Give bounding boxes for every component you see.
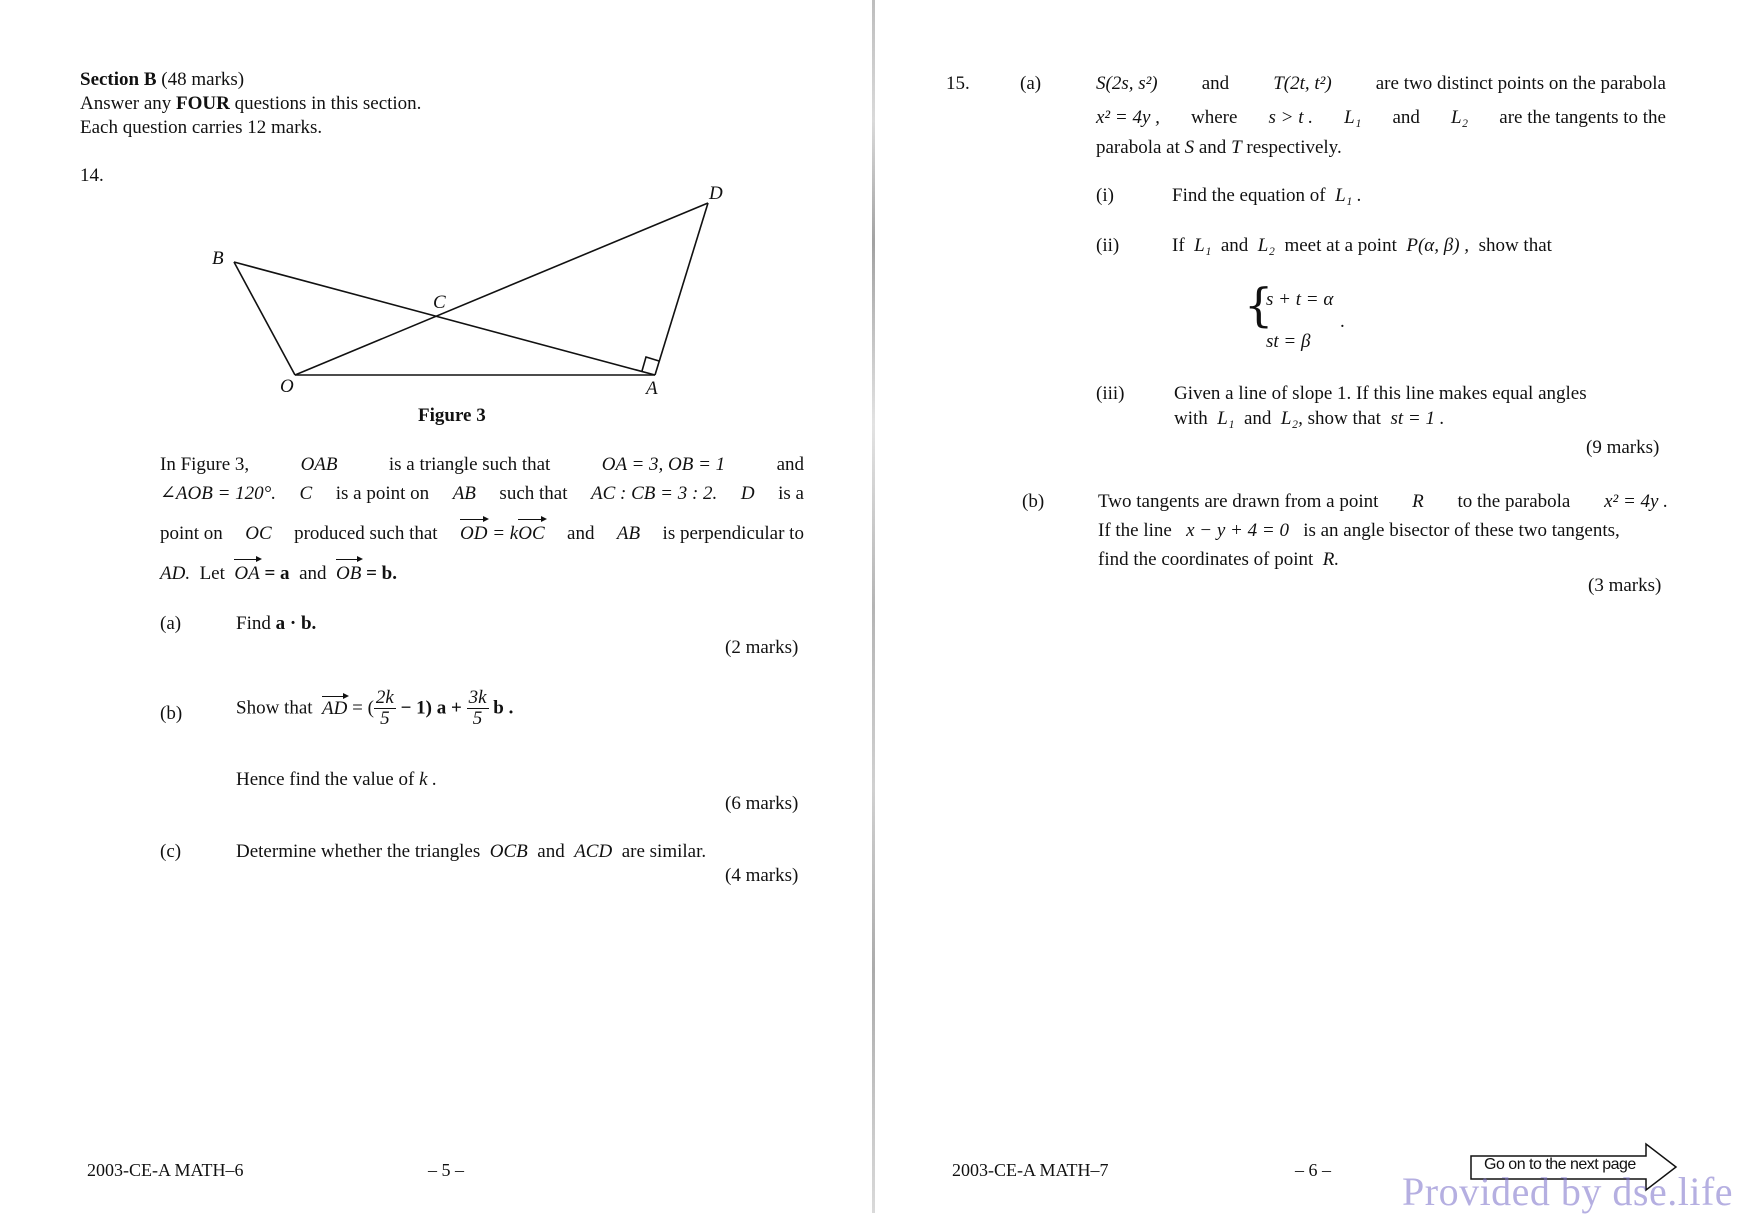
- section-instruction: Answer any FOUR questions in this section.: [80, 93, 422, 114]
- point-label-c: C: [433, 292, 446, 313]
- system-eq-1: s + t = α: [1266, 289, 1334, 310]
- q15b-line-3: find the coordinates of point R.: [1098, 549, 1340, 570]
- point-label-d: D: [709, 183, 723, 204]
- system-period: .: [1340, 311, 1345, 332]
- system-eq-2: st = β: [1266, 331, 1311, 352]
- q14b-equation: Show that AD = ( $\frac{2k}{5}$ − 1) a + $\frac{3k}{5}$ b .: [236, 687, 514, 729]
- q15a-i-text: Find the equation of L₁ .: [1172, 185, 1362, 206]
- q14c-text: Determine whether the triangles OCB and ACD are similar.: [236, 841, 707, 862]
- question-14-number: 14.: [80, 165, 104, 186]
- question-15-number: 15.: [946, 73, 970, 94]
- marks-note: Each question carries 12 marks.: [80, 117, 323, 138]
- q14b-label: (b): [160, 703, 183, 724]
- q14b-marks: (6 marks): [725, 793, 799, 814]
- q15a-iii-label: (iii): [1096, 383, 1125, 404]
- point-label-b: B: [212, 248, 224, 269]
- page-gutter: [872, 0, 875, 1213]
- section-heading: Section B (48 marks): [80, 69, 245, 90]
- q15a-line-3: parabola at S and T respectively.: [1096, 137, 1342, 158]
- q15a-line-2: x² = 4y , where s > t . L₁ and L₂ are the tangents to the: [1096, 107, 1666, 128]
- left-footer-page: – 5 –: [428, 1160, 464, 1180]
- q15b-label: (b): [1022, 491, 1045, 512]
- q15a-ii-label: (ii): [1096, 235, 1120, 256]
- q15b-line-2: If the line x − y + 4 = 0 is an angle bisector of these two tangents,: [1098, 520, 1620, 541]
- q15b-line-1: Two tangents are drawn from a point R to the parabola x² = 4y .: [1098, 491, 1668, 512]
- segment-od: [295, 203, 708, 375]
- segment-ob: [234, 262, 295, 375]
- q15a-ii-text: If L₁ and L₂ meet at a point P(α, β) , show that: [1172, 235, 1552, 256]
- watermark: Provided by dse.life: [1402, 1169, 1734, 1214]
- q15a-i-label: (i): [1096, 185, 1114, 206]
- q15a-label: (a): [1020, 73, 1042, 94]
- q15b-marks: (3 marks): [1588, 575, 1662, 596]
- q14-line-1: In Figure 3, OAB is a triangle such that OA = 3, OB = 1 and: [160, 454, 804, 475]
- q15a-marks: (9 marks): [1586, 437, 1660, 458]
- next-page-text: Go on to the next page: [1484, 1156, 1636, 1173]
- q14a-marks: (2 marks): [725, 637, 799, 658]
- q14b-hence: Hence find the value of k .: [236, 769, 437, 790]
- system-brace: {: [1244, 278, 1274, 332]
- right-footer-code: 2003-CE-A MATH–7: [952, 1160, 1109, 1180]
- q14a-label: (a): [160, 613, 182, 634]
- q15a-line-1: S(2s, s²) and T(2t, t²) are two distinct points on the parabola: [1096, 73, 1666, 94]
- q15a-iii-line-1: Given a line of slope 1. If this line makes equal angles: [1174, 383, 1587, 404]
- segment-ba: [234, 262, 655, 375]
- figure-caption: Figure 3: [418, 405, 486, 426]
- q14-line-4: AD. Let OA = a and OB = b.: [160, 563, 397, 584]
- figure-3-diagram: [0, 0, 870, 440]
- q15a-iii-line-2: with L₁ and L₂, show that st = 1 .: [1174, 408, 1445, 429]
- right-footer-page: – 6 –: [1295, 1160, 1331, 1180]
- left-footer-code: 2003-CE-A MATH–6: [87, 1160, 244, 1180]
- q14c-marks: (4 marks): [725, 865, 799, 886]
- point-label-a: A: [646, 378, 658, 399]
- q14-line-3: point on OC produced such that OD = kOC and AB is perpendicular to: [160, 523, 804, 544]
- segment-ad: [655, 203, 708, 375]
- q14a-text: Find a · b.: [236, 613, 317, 634]
- q14c-label: (c): [160, 841, 182, 862]
- q14-line-2: ∠AOB = 120°. C is a point on AB such that AC : CB = 3 : 2. D is a: [160, 483, 804, 504]
- point-label-o: O: [280, 376, 294, 397]
